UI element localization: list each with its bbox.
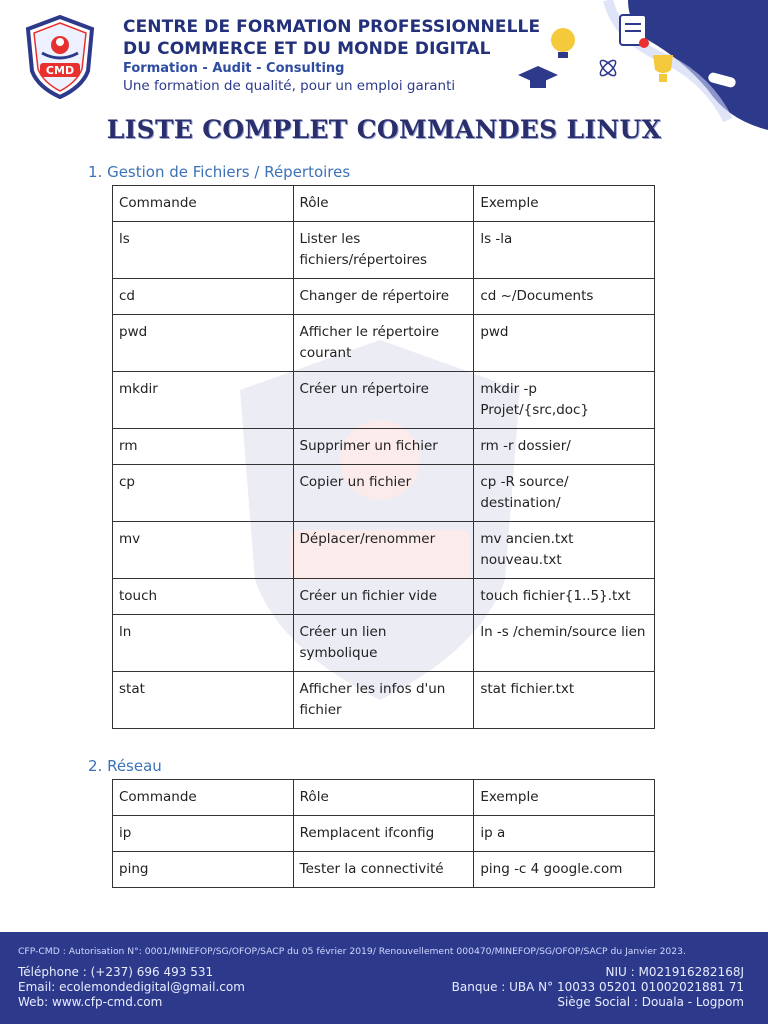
atom-icon [598,58,618,78]
command-cell: pwd [113,315,294,372]
certificate-icon [620,15,649,48]
table-row [113,816,655,852]
role-cell: Afficher les infos d'un fichier [293,672,474,729]
example-cell: cd ~/Documents [474,279,655,315]
table-row [113,852,655,888]
role-cell: Copier un fichier [293,465,474,522]
table-header-row [113,186,655,222]
command-cell: cp [113,465,294,522]
contact-info [18,965,245,1010]
services-tagline: Formation - Audit - Consulting [123,61,345,76]
cfp-cmd-logo [24,15,96,99]
table-row [113,579,655,615]
table-header-cell: Commande [113,186,294,222]
role-cell: Créer un fichier vide [293,579,474,615]
organization-name [123,16,540,60]
table-header-row [113,780,655,816]
command-cell: ip [113,816,294,852]
graduation-cap-icon [518,66,558,88]
command-cell: ls [113,222,294,279]
niu-text: NIU : M021916282168J [605,965,744,979]
example-cell: ln -s /chemin/source lien [474,615,655,672]
command-cell: touch [113,579,294,615]
bank-text: Banque : UBA N° 10033 05201 01002021881 71 [451,980,744,994]
role-cell: Créer un lien symbolique [293,615,474,672]
table-header-cell: Exemple [474,780,655,816]
section-title-network: 2. Réseau [88,757,162,775]
document-footer [0,932,768,1024]
example-cell: rm -r dossier/ [474,429,655,465]
organization-name-line1: CENTRE DE FORMATION PROFESSIONNELLE [123,17,541,37]
table-header-cell: Commande [113,780,294,816]
example-cell: ls -la [474,222,655,279]
command-cell: mkdir [113,372,294,429]
command-cell: mv [113,522,294,579]
website-text: Web: www.cfp-cmd.com [18,995,163,1009]
phone-text: Téléphone : (+237) 696 493 531 [18,965,214,979]
role-cell: Changer de répertoire [293,279,474,315]
command-cell: cd [113,279,294,315]
example-cell: ip a [474,816,655,852]
command-cell: stat [113,672,294,729]
example-cell: pwd [474,315,655,372]
trophy-icon [653,55,673,82]
role-cell: Tester la connectivité [293,852,474,888]
table-row [113,522,655,579]
table-row [113,372,655,429]
table-header-cell: Rôle [293,186,474,222]
table-row [113,222,655,279]
table-row [113,672,655,729]
network-commands-table [112,779,655,888]
example-cell: touch fichier{1..5}.txt [474,579,655,615]
role-cell: Déplacer/renommer [293,522,474,579]
command-cell: ln [113,615,294,672]
document-header [0,0,768,105]
example-cell: mv ancien.txt nouveau.txt [474,522,655,579]
slogan-tagline: Une formation de qualité, pour un emploi garanti [123,78,456,94]
organization-name-line2: DU COMMERCE ET DU MONDE DIGITAL [123,39,491,59]
example-cell: stat fichier.txt [474,672,655,729]
example-cell: ping -c 4 google.com [474,852,655,888]
table-row [113,465,655,522]
lightbulb-icon [551,28,575,58]
email-text: Email: ecolemondedigital@gmail.com [18,980,245,994]
svg-text:CMD: CMD [45,64,75,77]
files-commands-table [112,185,655,729]
example-cell: mkdir -p Projet/{src,doc} [474,372,655,429]
command-cell: rm [113,429,294,465]
header-decoration [508,0,768,130]
office-text: Siège Social : Douala - Logpom [557,995,744,1009]
role-cell: Afficher le répertoire courant [293,315,474,372]
section-title-files: 1. Gestion de Fichiers / Répertoires [88,163,351,181]
table-row [113,279,655,315]
authorization-text: CFP-CMD : Autorisation N°: 0001/MINEFOP/SG/OFOP/SACP du 05 février 2019/ Renouvellement 000470/MINEFOP/SG/OFOP/SACP du Janvier 2023. [18,946,686,957]
table-row [113,429,655,465]
table-header-cell: Exemple [474,186,655,222]
role-cell: Supprimer un fichier [293,429,474,465]
company-info [452,965,744,1010]
table-row [113,615,655,672]
role-cell: Créer un répertoire [293,372,474,429]
table-row [113,315,655,372]
role-cell: Lister les fichiers/répertoires [293,222,474,279]
document-title: LISTE COMPLET COMMANDES LINUX [106,115,662,144]
role-cell: Remplacent ifconfig [293,816,474,852]
example-cell: cp -R source/ destination/ [474,465,655,522]
command-cell: ping [113,852,294,888]
table-header-cell: Rôle [293,780,474,816]
